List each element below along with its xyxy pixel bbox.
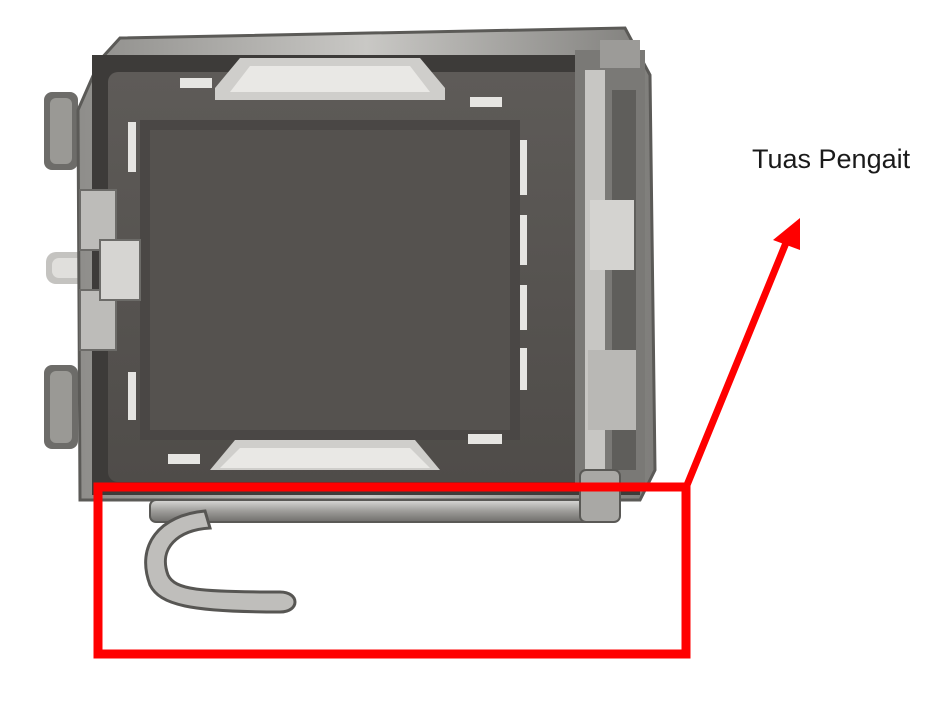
callout-label: Tuas Pengait bbox=[752, 144, 911, 174]
load-plate bbox=[108, 58, 608, 482]
right-latch-mechanism bbox=[575, 40, 645, 490]
callout-arrow bbox=[685, 218, 800, 490]
